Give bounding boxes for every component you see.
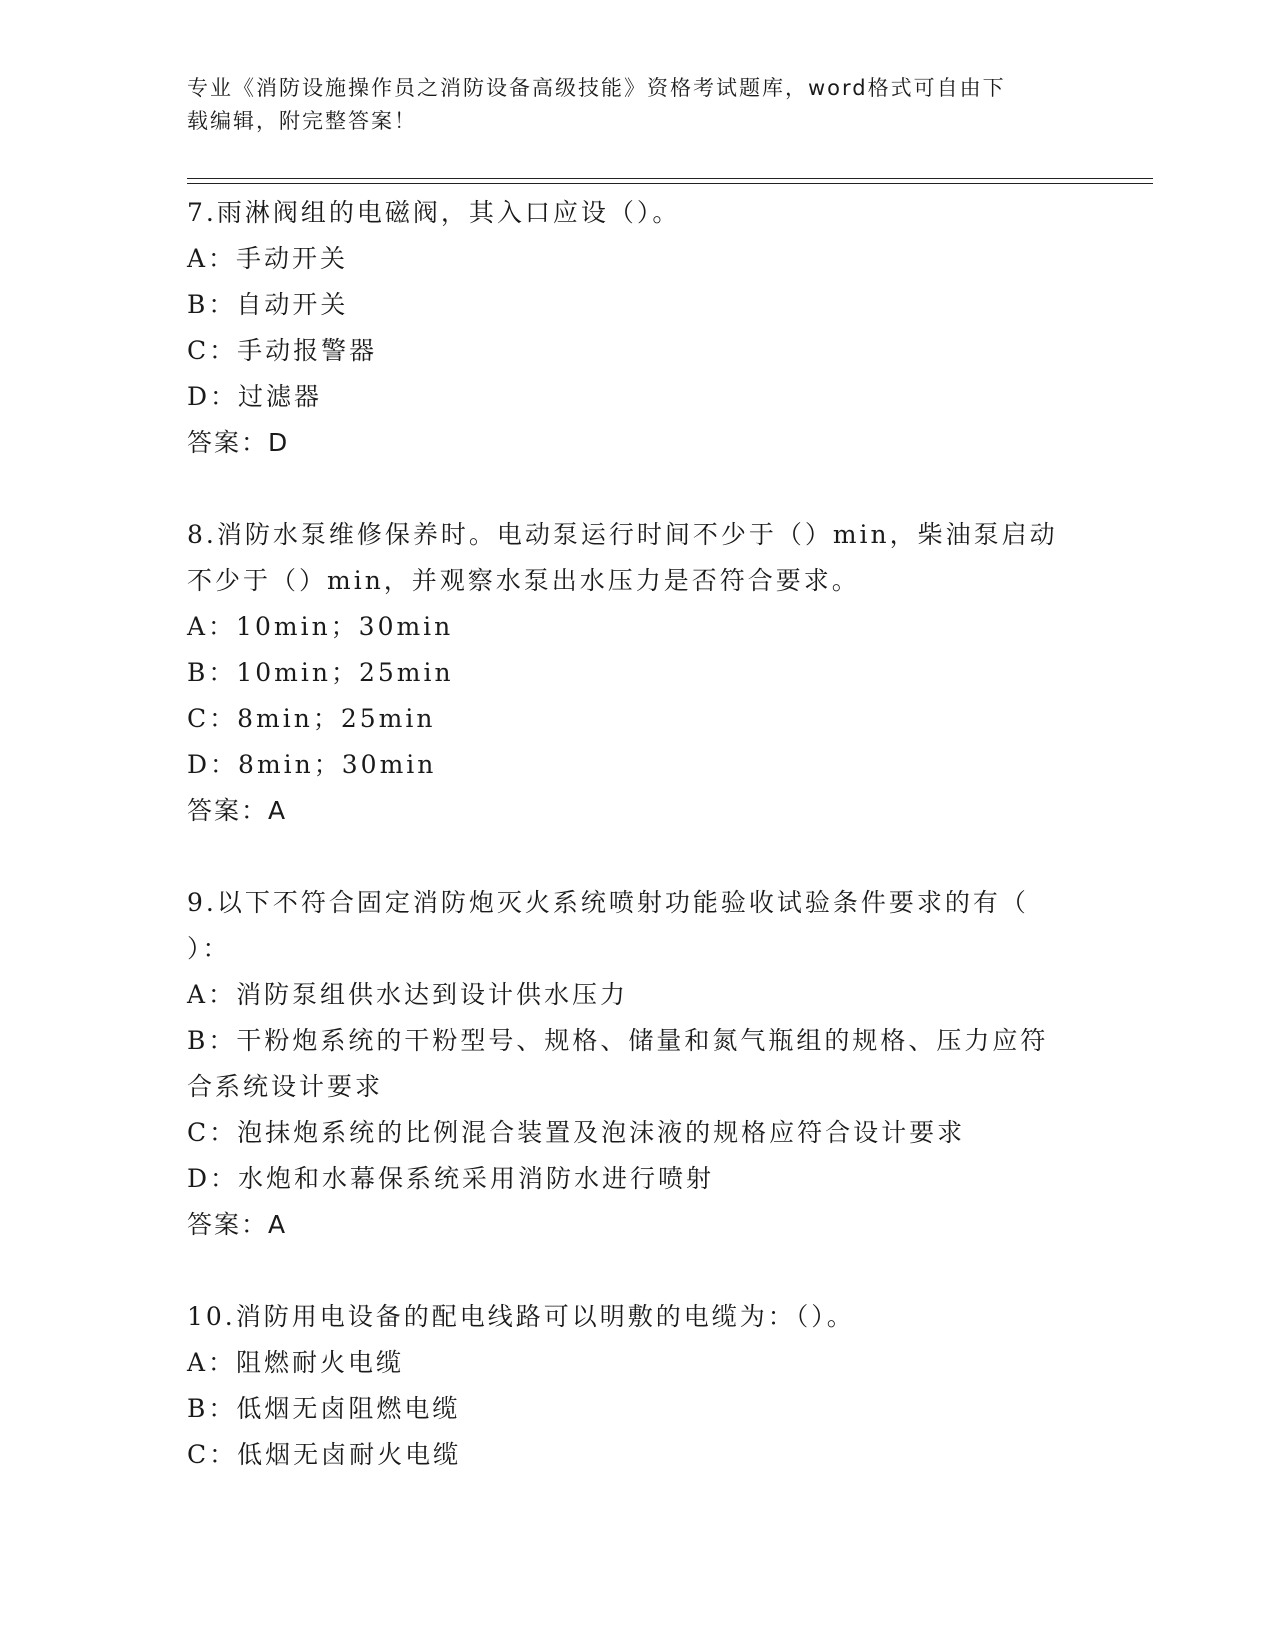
option-c: C：8min；25min [187,704,436,733]
option-b: B：自动开关 [187,290,349,319]
option-c: C：泡抹炮系统的比例混合装置及泡沫液的规格应符合设计要求 [187,1118,966,1147]
header-rule-top [187,178,1153,179]
question-stem: 9.以下不符合固定消防炮灭火系统喷射功能验收试验条件要求的有（ [187,888,1029,917]
option-d: D：过滤器 [187,382,323,411]
answer-label: 答案：A [187,1210,288,1239]
option-b: B：干粉炮系统的干粉型号、规格、储量和氮气瓶组的规格、压力应符 [187,1026,1049,1055]
question-10 [187,1294,1087,1478]
option-c: C：手动报警器 [187,336,378,365]
question-9 [187,880,1087,1248]
option-a: A：手动开关 [187,244,349,273]
option-b-continued: 合系统设计要求 [187,1072,384,1101]
answer-label: 答案：D [187,428,290,457]
header-rule-bottom [187,183,1153,184]
option-b: B：10min；25min [187,658,454,687]
option-a: A：10min；30min [187,612,454,641]
question-list [187,190,1087,1478]
option-a: A：阻燃耐火电缆 [187,1348,405,1377]
question-8 [187,512,1087,834]
header-line-1: 专业《消防设施操作员之消防设备高级技能》资格考试题库，word格式可自由下 [187,76,1006,100]
option-d: D：8min；30min [187,750,437,779]
question-stem-continued: ）： [187,934,231,963]
header-line-2: 载编辑，附完整答案！ [187,109,417,133]
question-stem: 7.雨淋阀组的电磁阀，其入口应设（）。 [187,198,681,227]
question-stem: 8.消防水泵维修保养时。电动泵运行时间不少于（）min，柴油泵启动 [187,520,1058,549]
question-stem: 10.消防用电设备的配电线路可以明敷的电缆为：（）。 [187,1302,855,1331]
answer-label: 答案：A [187,796,288,825]
document-header [187,72,1067,138]
option-b: B：低烟无卤阻燃电缆 [187,1394,461,1423]
option-d: D：水炮和水幕保系统采用消防水进行喷射 [187,1164,715,1193]
option-a: A：消防泵组供水达到设计供水压力 [187,980,629,1009]
option-c: C：低烟无卤耐火电缆 [187,1440,462,1469]
question-stem-continued: 不少于（）min，并观察水泵出水压力是否符合要求。 [187,566,860,595]
question-7 [187,190,1087,466]
